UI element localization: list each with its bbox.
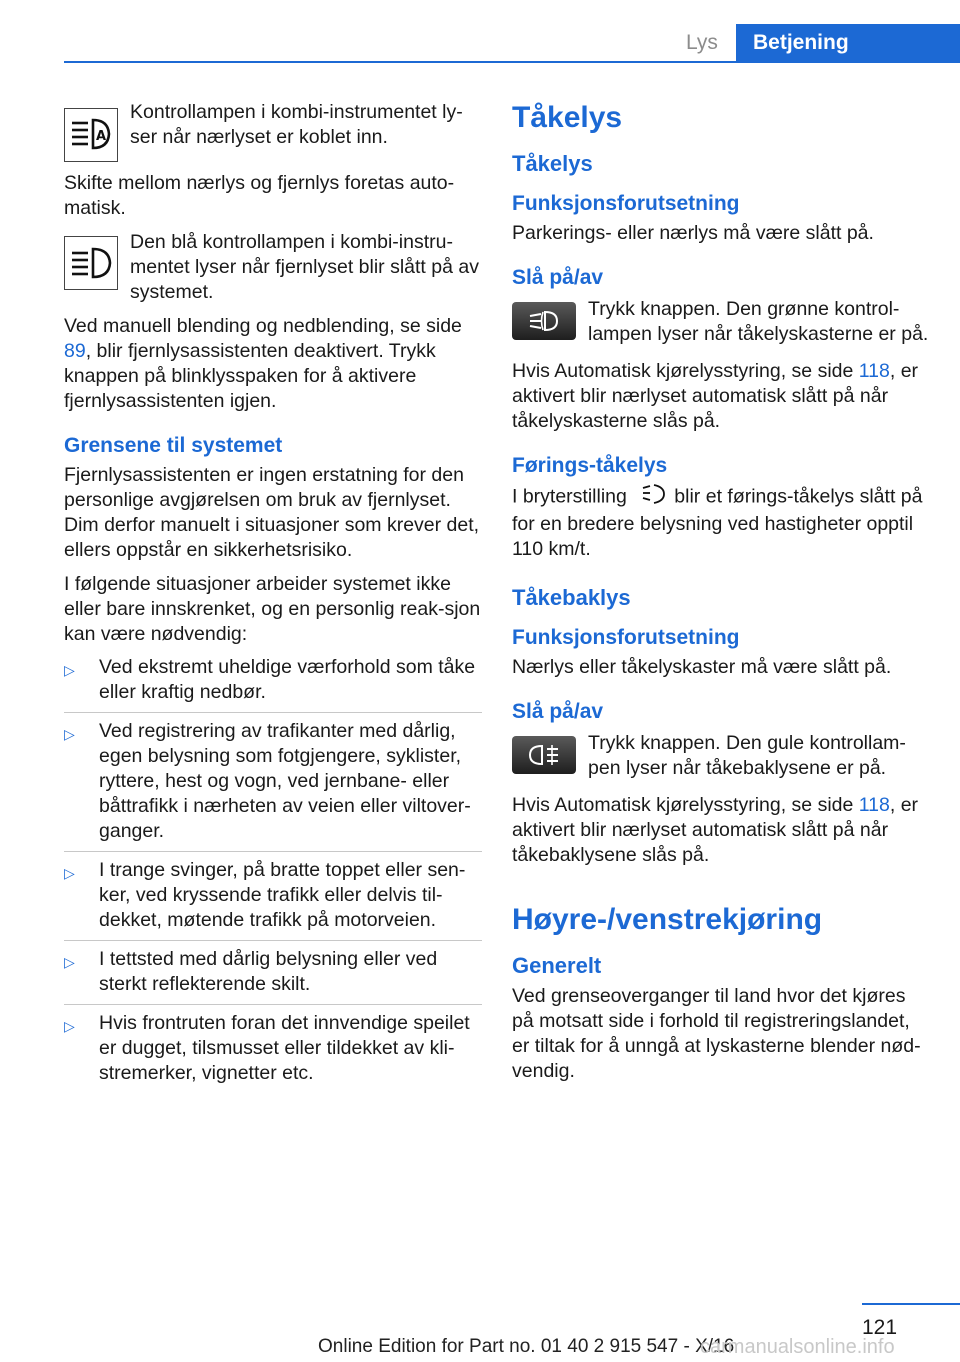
auto-light-note-2 (512, 793, 932, 868)
page-number: 121 (862, 1316, 898, 1339)
rear-fog-requirement-text: Nærlys eller tåkelyskaster må være slått på. (512, 656, 892, 678)
triangle-bullet-icon: ▷ (64, 662, 75, 678)
list-item (64, 941, 482, 1005)
list-item (64, 713, 482, 852)
auto-switch-text: Skifte mellom nærlys og fjernlys foretas auto-matisk. (64, 172, 455, 219)
list-item-text: Hvis frontruten foran det innvendige speilet er dugget, tilsmusset eller tildekket av kli-stremerker, vignetter etc. (99, 1012, 470, 1084)
fog-requirement-text: Parkerings- eller nærlys må være slått på. (512, 222, 874, 244)
rear-fog-button-row (512, 731, 932, 781)
general-text: Ved grenseoverganger til land hvor det kjøres på motsatt side i forhold til registreringslandet, er tiltak for å unngå at lyskasterne blender nød-vendig. (512, 985, 921, 1082)
manual-dipping-text-a: Ved manuell blending og nedblending, se side (64, 315, 462, 337)
page-118-link[interactable]: 118 (858, 360, 890, 382)
fog-lights-subtitle: Tåkelys (512, 151, 593, 176)
list-item-text: Ved registrering av trafikanter med dårlig, egen belysning som fotgjengere, syklister, ryttere, hest og vogn, ved jernbane- eller båttrafikk i nærheten av veien eller viltover-ganger. (99, 720, 471, 842)
drive-side-heading: Høyre-/venstrekjøring (512, 903, 823, 936)
list-item (64, 649, 482, 713)
guide-fog-text-b: blir et førings-tåkelys slått på for en bredere belysning ved hastigheter opptil 110 km/t. (512, 485, 923, 560)
list-item-text: I trange svinger, på bratte toppet eller sen-ker, ved kryssende trafikk eller delvis til-dekket, møtende trafikk på motorveien. (99, 859, 466, 931)
auto-light-note-1-b: , er aktivert blir nærlyset automatisk slått på når tåkelyskasterne slås på. (512, 360, 919, 432)
general-heading: Generelt (512, 953, 602, 978)
front-fog-light-button[interactable] (512, 302, 576, 340)
manual-dipping-text (64, 314, 482, 414)
system-limits-heading: Grensene til systemet (64, 434, 283, 457)
manual-dipping-text-b: , blir fjernlysassistenten deaktivert. Trykk knappen på blinklysspaken for å aktivere fjernlysassistenten igjen. (64, 340, 436, 412)
front-fog-onoff-text: Trykk knappen. Den grønne kontrol-lampen lyser når tåkelyskasterne er på. (588, 298, 929, 345)
limits-intro-text: I følgende situasjoner arbeider systemet ikke eller bare innskrenket, og en personlig reak-sjon kan være nødvendig: (64, 573, 481, 645)
high-beam-assistant-indicator-icon (64, 108, 118, 162)
triangle-bullet-icon: ▷ (64, 726, 75, 742)
fog-lights-title: Tåkelys (512, 101, 623, 134)
limits-warning-text: Fjernlysassistenten er ingen erstatning for den personlige avgjørelsen om bruk av fjernlyset. Dim derfor manuelt i situasjoner som krever det, ellers oppstår en sikkerhetsrisiko. (64, 464, 480, 561)
high-beam-indicator-icon (64, 236, 118, 290)
footer-rule (862, 1303, 960, 1305)
front-fog-button-row (512, 297, 932, 347)
header-section: Lys (686, 31, 718, 54)
rear-fog-requirement-heading: Funksjonsforutsetning (512, 626, 740, 649)
limits-list (64, 649, 482, 1093)
edition-note: Online Edition for Part no. 01 40 2 915 547 - X/16 (318, 1336, 735, 1357)
rear-fog-onoff-heading: Slå på/av (512, 700, 604, 723)
guide-fog-text-a: I bryterstilling (512, 485, 627, 508)
right-column (512, 100, 932, 1093)
auto-light-note-1 (512, 359, 932, 434)
guide-fog-text (512, 483, 932, 562)
list-item-text: I tettsted med dårlig belysning eller ved sterkt reflekterende skilt. (99, 948, 438, 995)
auto-light-note-2-a: Hvis Automatisk kjørelysstyring, se side (512, 794, 859, 816)
high-beam-indicator-row (64, 230, 482, 305)
svg-text:A: A (96, 129, 107, 144)
list-item-text: Ved ekstremt uheldige værforhold som tåke eller kraftig nedbør. (99, 656, 476, 703)
page-118-link[interactable]: 118 (858, 794, 890, 816)
high-beam-indicator-text: Den blå kontrollampen i kombi-instru-mentet lyser når fjernlyset blir slått på av systemet. (130, 231, 479, 303)
header-chapter: Betjening (736, 24, 960, 63)
triangle-bullet-icon: ▷ (64, 865, 75, 881)
rear-fog-onoff-text: Trykk knappen. Den gule kontrollam-pen lyser når tåkebaklysene er på. (588, 732, 906, 779)
auto-light-note-2-b: , er aktivert blir nærlyset automatisk slått på når tåkebaklysene slås på. (512, 794, 919, 866)
rear-fog-light-button[interactable] (512, 736, 576, 774)
list-item (64, 1005, 482, 1093)
rear-fog-heading: Tåkebaklys (512, 585, 631, 610)
low-beam-indicator-text: Kontrollampen i kombi-instrumentet ly-ser når nærlyset er koblet inn. (130, 101, 463, 148)
list-item (64, 852, 482, 941)
fog-onoff-heading: Slå på/av (512, 266, 604, 289)
low-beam-indicator-row (64, 100, 482, 162)
triangle-bullet-icon: ▷ (64, 1018, 75, 1034)
guide-fog-switch-icon (640, 483, 666, 512)
watermark: carmanualsonline.info (700, 1336, 895, 1358)
fog-requirement-heading: Funksjonsforutsetning (512, 192, 740, 215)
page-89-link[interactable]: 89 (64, 340, 86, 362)
guide-fog-heading: Førings-tåkelys (512, 454, 668, 477)
auto-light-note-1-a: Hvis Automatisk kjørelysstyring, se side (512, 360, 859, 382)
header-rule (64, 61, 960, 63)
left-column (64, 100, 482, 1093)
triangle-bullet-icon: ▷ (64, 954, 75, 970)
